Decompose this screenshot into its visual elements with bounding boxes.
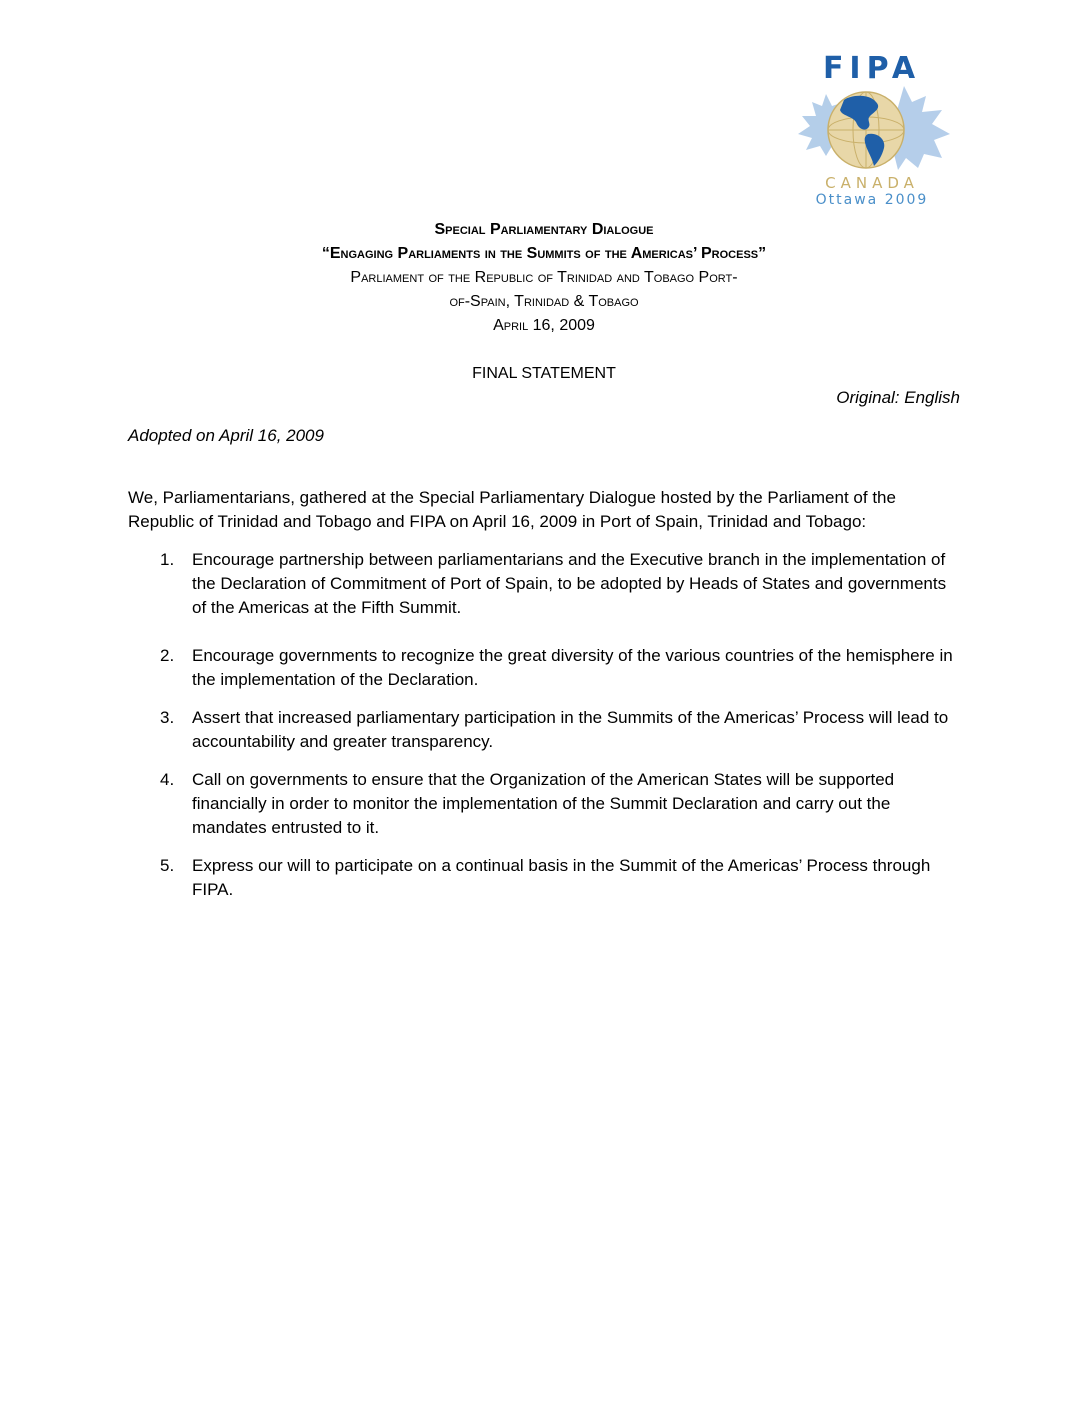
- header-dialogue-title: Special Parliamentary Dialogue: [434, 221, 654, 238]
- list-item-number: 3.: [160, 708, 175, 727]
- fipa-logo: [786, 50, 958, 208]
- list-item-number: 2.: [160, 646, 175, 665]
- list-item: [160, 768, 960, 840]
- list-item: [160, 548, 960, 620]
- list-item: [160, 854, 960, 902]
- list-item: [160, 706, 960, 754]
- statement-list: [160, 548, 960, 902]
- list-item-text: Call on governments to ensure that the Organization of the American States will be supported financially in order to monitor the implementation of the Summit Declaration and carry out the mandates entrusted to it.: [192, 770, 895, 837]
- final-statement-title-wrap: [128, 362, 960, 386]
- globe-icon: [828, 92, 904, 168]
- adopted-date: Adopted on April 16, 2009: [128, 426, 324, 445]
- logo-city-year: Ottawa 2009: [815, 192, 929, 208]
- header-venue-line1: Parliament of the Republic of Trinidad and Tobago Port-: [350, 269, 738, 286]
- list-item: [160, 644, 960, 692]
- list-item-number: 1.: [160, 550, 175, 569]
- list-item-text: Encourage partnership between parliamentarians and the Executive branch in the implementation of the Declaration of Commitment of Port of Spain, to be adopted by Heads of States and governments of the Americas at the Fifth Summit.: [192, 550, 947, 617]
- original-language: Original: English: [836, 388, 960, 407]
- list-item-text: Express our will to participate on a continual basis in the Summit of the Americas’ Process through FIPA.: [192, 856, 931, 899]
- header-date: April 16, 2009: [493, 317, 595, 334]
- logo-wordmark: FIPA: [822, 51, 922, 86]
- document-header: [128, 218, 960, 338]
- list-item-text: Encourage governments to recognize the great diversity of the various countries of the hemisphere in the implementation of the Declaration.: [192, 646, 953, 689]
- intro-paragraph: We, Parliamentarians, gathered at the Special Parliamentary Dialogue hosted by the Parliament of the Republic of Trinidad and Tobago and FIPA on April 16, 2009 in Port of Spain, Trinidad and Tobago:: [128, 488, 896, 531]
- header-venue-line2: of-Spain, Trinidad & Tobago: [449, 293, 639, 310]
- list-item-number: 5.: [160, 856, 175, 875]
- logo-country: CANADA: [825, 174, 919, 192]
- header-theme: “Engaging Parliaments in the Summits of the Americas’ Process”: [321, 245, 767, 262]
- final-statement-title: FINAL STATEMENT: [472, 365, 616, 382]
- list-item-number: 4.: [160, 770, 175, 789]
- list-item-text: Assert that increased parliamentary participation in the Summits of the Americas’ Process will lead to accountability and greater transparency.: [192, 708, 949, 751]
